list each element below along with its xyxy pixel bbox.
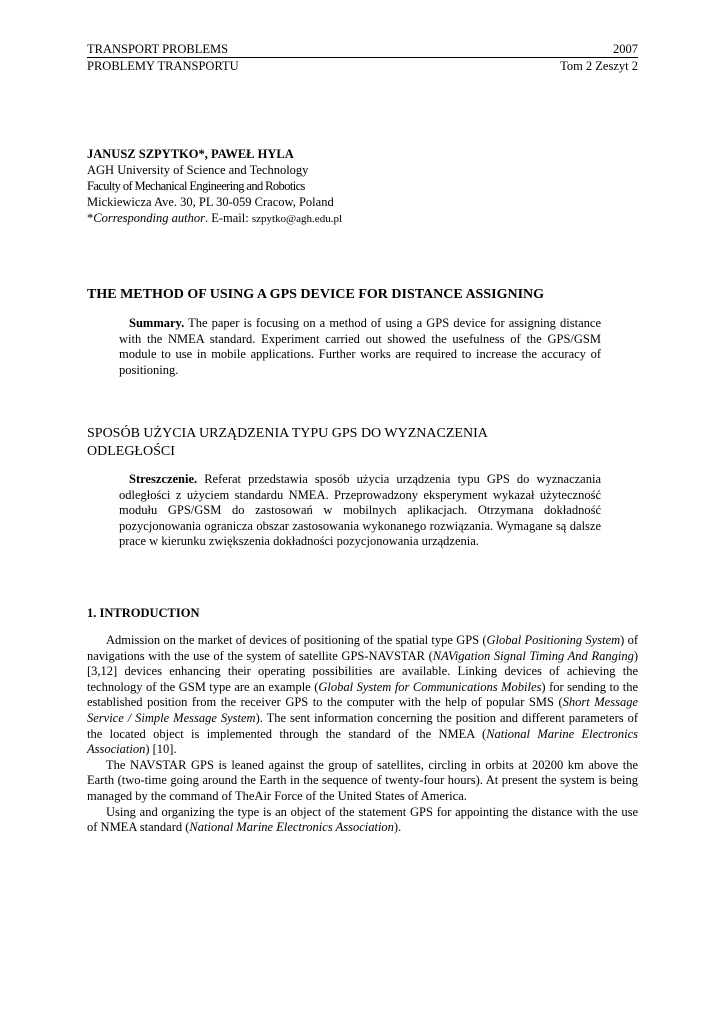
journal-name-pl: PROBLEMY TRANSPORTU — [87, 59, 239, 73]
journal-volume: Tom 2 Zeszyt 2 — [560, 59, 638, 73]
summary-text: The paper is focusing on a method of using a GPS device for assigning distance with the NMEA standard. Experiment carried out showed the usefulness of the GPS/GSM module to use in mobile applications. Further works are required to increase the accuracy of positioning. — [119, 316, 601, 377]
p1-text-3: ) [3,12] devices enhancing their operating possibilities are available. Linking devices of achieving the technology of the GSM type are an example ( — [87, 648, 639, 694]
author-address: Mickiewicza Ave. 30, PL 30-059 Cracow, Poland — [87, 195, 334, 209]
intro-paragraph-3 — [87, 805, 638, 836]
author-email: szpytko@agh.edu.pl — [251, 213, 342, 225]
streszczenie-label: Streszczenie. — [129, 472, 198, 486]
running-header-top — [87, 42, 638, 58]
corr-prefix: * — [87, 211, 94, 225]
p3-text-2: ). — [393, 820, 402, 835]
author-faculty: Faculty of Mechanical Engineering and Robotics — [87, 179, 305, 193]
p1-italic-2: NAVigation Signal Timing And Ranging — [432, 648, 634, 663]
email-label: . E-mail: — [204, 211, 252, 225]
p1-italic-4: Short Message Service / Simple Message System — [87, 695, 639, 725]
author-block — [87, 146, 638, 227]
introduction-body — [87, 633, 638, 836]
summary-label: Summary. — [129, 316, 185, 330]
paper-title-pl-line2: ODLEGŁOŚCI — [87, 444, 175, 459]
corresponding-author — [87, 210, 638, 227]
p1-text-2: ) of navigations with the use of the system of satellite GPS-NAVSTAR ( — [87, 633, 638, 663]
streszczenie-text: Referat przedstawia sposób użycia urządzenia typu GPS do wyznaczania odległości z użyciem standardu NMEA. Przeprowadzony eksperyment wykazał użyteczność modułu GPS/GSM do zastosowań w mobilnych aplikacjach. Otrzymana dokładność pozycjonowania ogranicza obszar zastosowania wykonanego rozwiązania. Wymagane są dalsze prace w kierunku zwiększenia dokładności pozycjonowania urządzenia. — [119, 472, 601, 548]
streszczenie-paragraph — [119, 472, 601, 550]
corr-label: Corresponding author — [93, 211, 205, 225]
paper-title-pl — [87, 425, 638, 461]
p1-italic-3: Global System for Communications Mobiles — [318, 679, 542, 694]
intro-paragraph-2: The NAVSTAR GPS is leaned against the group of satellites, circling in orbits at 20200 km above the Earth (two-time going around the Earth in the sequence of twenty-four hours). At present the system is being managed by the command of TheAir Force of the United States of America. — [87, 757, 638, 803]
paper-title-pl-line1: SPOSÓB UŻYCIA URZĄDZENIA TYPU GPS DO WYZNACZENIA — [87, 426, 488, 441]
summary-paragraph — [119, 316, 601, 378]
p1-text-4: ) for sending to the established position from the receiver GPS to the computer with the help of popular SMS ( — [87, 679, 639, 710]
p1-text-6: ) [10]. — [145, 742, 177, 757]
journal-name-en: TRANSPORT PROBLEMS — [87, 42, 229, 56]
p1-text-5: ). The sent information concerning the position and different parameters of the located object is implemented through the standard of the NMEA ( — [87, 710, 638, 741]
p3-text-1: Using and organizing the type is an object of the statement GPS for appointing the distance with the use of NMEA standard ( — [87, 804, 638, 835]
p1-italic-5: National Marine Electronics Association — [87, 726, 638, 757]
intro-paragraph-1 — [87, 633, 638, 758]
author-university: AGH University of Science and Technology — [87, 163, 309, 177]
p1-italic-1: Global Positioning System — [486, 633, 621, 647]
journal-year: 2007 — [613, 42, 638, 56]
section-heading-introduction: 1. INTRODUCTION — [87, 606, 200, 620]
running-header-bottom — [87, 59, 638, 74]
p1-text-1: Admission on the market of devices of positioning of the spatial type GPS ( — [106, 633, 487, 647]
p3-italic-1: National Marine Electronics Association — [189, 820, 394, 835]
paper-title-en: THE METHOD OF USING A GPS DEVICE FOR DISTANCE ASSIGNING — [87, 287, 545, 302]
author-names: JANUSZ SZPYTKO*, PAWEŁ HYLA — [87, 147, 294, 161]
